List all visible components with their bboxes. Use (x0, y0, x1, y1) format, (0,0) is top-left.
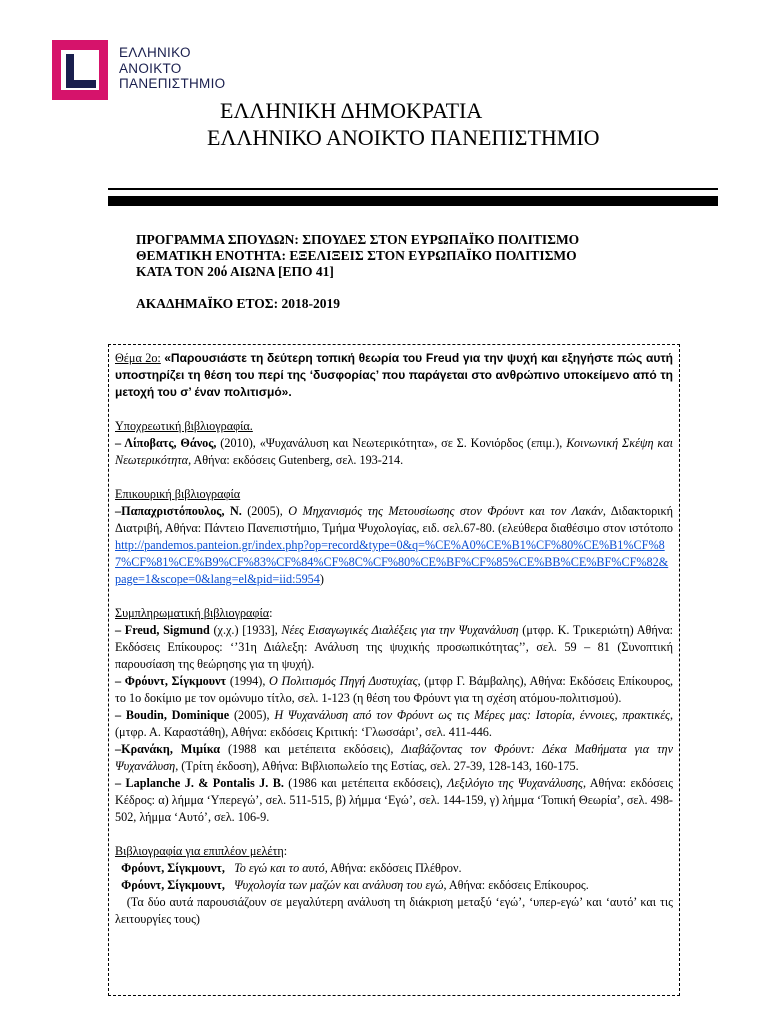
header-rule-thick (108, 196, 718, 206)
entry-title: Νέες Εισαγωγικές Διαλέξεις για την Ψυχανάλυση (281, 623, 519, 637)
entry-text: (χ.χ.) [1933], (209, 623, 282, 637)
entry-author: – Φρόυντ, Σίγκμουντ (115, 674, 227, 688)
complementary-entry-2 (115, 673, 673, 707)
entry-text: (1986 και μετέπειτα εκδόσεις), (283, 776, 448, 790)
required-entry-text-b: , Αθήνα: εκδόσεις Gutenberg, σελ. 193-214. (188, 453, 404, 467)
entry-title: Ο Πολιτισμός Πηγή Δυστυχίας (269, 674, 418, 688)
logo-text (119, 45, 225, 92)
supplementary-entry (115, 503, 673, 588)
logo-line-2: ΑΝΟΙΚΤΟ (119, 60, 182, 76)
supplementary-bibliography-heading: Επικουρική βιβλιογραφία (115, 487, 241, 501)
supplementary-entry-author: –Παπαχριστόπουλος, Ν. (115, 504, 242, 518)
required-entry-text-a: (2010), «Ψυχανάλυση και Νεωτερικότητα», σε Σ. Κονιόρδος (επιμ.), (216, 436, 567, 450)
supplementary-entry-title: Ο Μηχανισμός της Μετουσίωσης στον Φρόυντ και τον Λακάν (288, 504, 603, 518)
entry-text: (1994), (226, 674, 270, 688)
further-heading-text: Βιβλιογραφία για επιπλέον μελέτη (115, 844, 284, 858)
required-entry-title: Κοινωνική Σκέψη και Νεωτερικότητα (115, 436, 673, 467)
topic-label: Θέμα 2ο: (115, 351, 161, 365)
university-logo (52, 40, 292, 104)
topic-text: «Παρουσιάστε τη δεύτερη τοπική θεωρία του Freud για την ψυχή και εξηγήστε πώς αυτή υποστηρίζει τη θέση του περί της ‘δυσφορίας’ που παράγεται στο ανθρώπινο υποκείμενο από τη μετοχή του σ’ έναν πολιτισμό». (115, 351, 674, 399)
program-line-3: ΚΑΤΑ ΤΟΝ 20ό ΑΙΩΝΑ [ΕΠΟ 41] (136, 264, 334, 279)
entry-author: – Freud, Sigmund (115, 623, 210, 637)
complementary-entry-4 (115, 741, 673, 775)
entry-text: , Αθήνα: εκδόσεις Επίκουρος. (443, 878, 589, 892)
further-entry-2 (115, 877, 673, 894)
header-republic: ΕΛΛΗΝΙΚΗ ΔΗΜΟΚΡΑΤΙΑ (220, 98, 483, 123)
pandemos-link[interactable]: http://pandemos.panteion.gr/index.php?op=record&type=0&q=%CE%A0%CE%B1%CF%80%CE%B1%CF%87%CF%81%CE%B9%CF%83%CF%84%CF%8C%CF%80%CE%BF%CF%85%CE%BB%CE%BF%CF%82&page=1&scope=0&lang=el&pid=iid:5954 (115, 538, 669, 586)
complementary-entry-1 (115, 622, 673, 673)
further-note-text: (Τα δύο αυτά παρουσιάζουν σε μεγαλύτερη ανάλυση τη διάκριση μεταξύ ‘εγώ’, ‘υπερ-εγώ’ και ‘αυτό’ και τις λειτουργίες τους) (115, 895, 673, 926)
complementary-heading-suffix: : (269, 606, 273, 620)
supplementary-entry-text-a: (2005), (241, 504, 289, 518)
entry-author: – Laplanche J. & Pontalis J. B. (115, 776, 284, 790)
entry-text: , (Τρίτη έκδοση), Αθήνα: Βιβλιοπωλείο της Εστίας, σελ. 27-39, 128-143, 160-175. (175, 759, 579, 773)
entry-text: , Αθήνα: εκδόσεις Κέδρος: α) λήμμα ‘Υπερεγώ’, σελ. 511-515, β) λήμμα ‘Εγώ’, σελ. 144-159, γ) λήμμα ‘Τοπική Θεωρία’, σελ. 498-502, λήμμα ‘Αυτό’, σελ. 106-9. (115, 776, 674, 824)
supplementary-entry-text-b: , Διδακτορική Διατριβή, Αθήνα: Πάντειο Πανεπιστήμιο, Τμήμα Ψυχολογίας, ειδ. σελ.67-80. (ελεύθερα διαθέσιμο στον ιστότοπο (115, 504, 673, 535)
entry-author: Φρόυντ, Σίγκμουντ, (121, 861, 225, 875)
program-info (136, 232, 696, 280)
complementary-heading-text: Συμπληρωματική βιβλιογραφία (115, 606, 270, 620)
entry-text: (1988 και μετέπειτα εκδόσεις), (220, 742, 402, 756)
header-rule-thin (108, 188, 718, 190)
topic-paragraph (115, 350, 673, 401)
entry-title: Ψυχολογία των μαζών και ανάλυση του εγώ (234, 878, 444, 892)
complementary-entry-3 (115, 707, 673, 741)
further-entry-1 (115, 860, 673, 877)
entry-text: (μτφρ. Κ. Τρικεριώτη) Αθήνα: Εκδόσεις Επίκουρος: ‘’31η Διάλεξη: Ανάλυση της ψυχικής προσωπικότητας’’, σελ. 59 – 81 (Συνοπτική παρουσίαση της θεώρησης για τη ψυχή). (115, 623, 674, 671)
entry-author: Φρόυντ, Σίγκμουντ, (121, 878, 225, 892)
supplementary-entry-text-c: ) (319, 572, 324, 586)
logo-line-3: ΠΑΝΕΠΙΣΤΗΜΙΟ (119, 76, 226, 91)
entry-title: Διαβάζοντας τον Φρόυντ: Δέκα Μαθήματα για την Ψυχανάλυση (115, 742, 673, 773)
logo-line-1: ΕΛΛΗΝΙΚΟ (119, 45, 191, 60)
entry-title: Η Ψυχανάλυση από τον Φρόυντ ως τις Μέρες μας: Ιστορία, έννοιες, πρακτικές (274, 708, 670, 722)
further-note (115, 894, 673, 928)
further-heading-suffix: : (283, 844, 288, 858)
university-logo-icon (52, 40, 108, 100)
entry-author: –Κρανάκη, Μιμίκα (115, 742, 221, 756)
entry-text: , (μτφρ Γ. Βάμβαλης), Αθήνα: Εκδόσεις Επίκουρος, το 1ο δοκίμιο με τον ομώνυμο τίτλο, σελ. 1-123 (η θέση του Φρόυντ για τη σχέση ατόμου-πολιτισμού). (115, 674, 674, 705)
further-reading-heading (115, 843, 673, 860)
required-bibliography-heading: Υποχρεωτική βιβλιογραφία. (115, 419, 253, 433)
entry-text: , (μτφρ. Α. Καραστάθη), Αθήνα: εκδόσεις Κριτική: ‘Γλωσσάρι’, σελ. 411-446. (115, 708, 673, 739)
academic-year: ΑΚΑΔΗΜΑΪΚΟ ΕΤΟΣ: 2018-2019 (136, 296, 340, 311)
program-line-1: ΠΡΟΓΡΑΜΜΑ ΣΠΟΥΔΩΝ: ΣΠΟΥΔΕΣ ΣΤΟΝ ΕΥΡΩΠΑΪΚΟ ΠΟΛΙΤΙΣΜΟ (136, 232, 580, 247)
assignment-box (108, 344, 680, 996)
entry-text: (2005), (229, 708, 275, 722)
header-university: ΕΛΛΗΝΙΚΟ ΑΝΟΙΚΤΟ ΠΑΝΕΠΙΣΤΗΜΙΟ (207, 125, 600, 150)
program-line-2: ΘΕΜΑΤΙΚΗ ΕΝΟΤΗΤΑ: ΕΞΕΛΙΞΕΙΣ ΣΤΟΝ ΕΥΡΩΠΑΪΚΟ ΠΟΛΙΤΙΣΜΟ (136, 248, 577, 263)
entry-title: Το εγώ και το αυτό, (234, 861, 328, 875)
entry-text: Αθήνα: εκδόσεις Πλέθρον. (327, 861, 462, 875)
complementary-bibliography-heading (115, 605, 673, 622)
required-entry-author: – Λίποβατς, Θάνος, (115, 436, 217, 450)
required-entry (115, 435, 673, 469)
entry-author: – Boudin, Dominique (115, 708, 230, 722)
entry-title: Λεξιλόγιο της Ψυχανάλυσης (447, 776, 583, 790)
complementary-entry-5 (115, 775, 673, 826)
